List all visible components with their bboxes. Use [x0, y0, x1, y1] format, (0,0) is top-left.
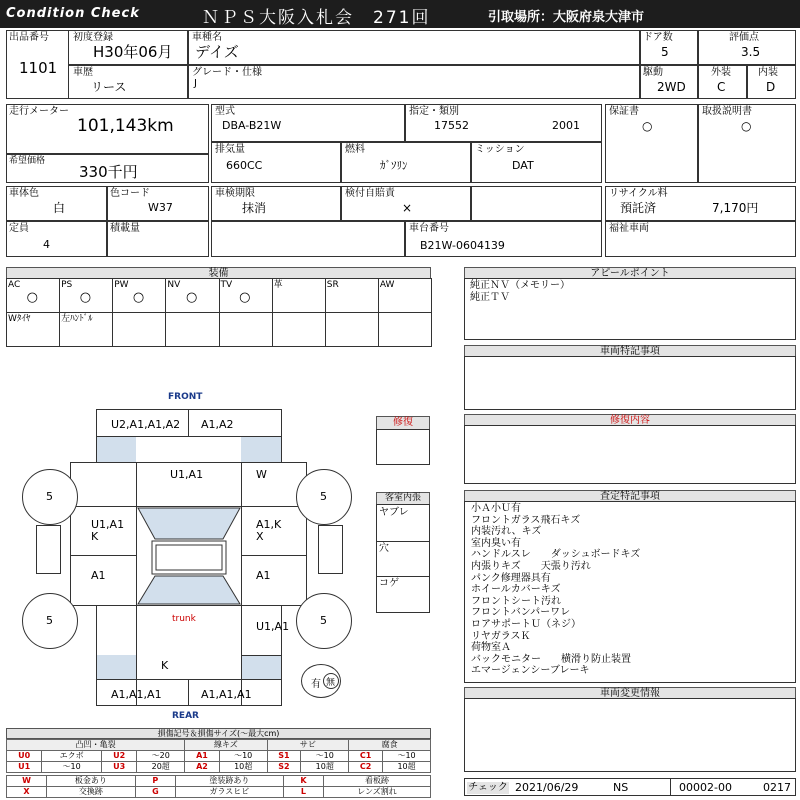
legend-desc: 看板跡	[323, 776, 430, 787]
first-reg-cell	[68, 30, 188, 65]
legend-code: A2	[185, 762, 220, 773]
equipment-cell	[59, 278, 113, 313]
color-code-label: 色コード	[110, 188, 150, 199]
tire-rr-value: 5	[320, 614, 327, 627]
capacity-cell	[6, 221, 107, 257]
manual-value: ○	[741, 119, 752, 133]
legend-desc: 〜10	[219, 751, 267, 762]
logo: Condition Check	[6, 6, 140, 21]
equipment-cell	[165, 278, 219, 313]
equipment-cell	[219, 312, 273, 347]
legend-desc: 10超	[383, 762, 431, 773]
equipment-label: PW	[114, 280, 129, 290]
tire-fr-value: 5	[320, 490, 327, 503]
inspector-code: NS	[613, 781, 629, 794]
car-name-label: 車種名	[192, 32, 222, 43]
check-label: チェック	[468, 782, 508, 793]
tire-rl-value: 5	[46, 614, 53, 627]
outline	[70, 555, 137, 556]
legend-desc: 20超	[137, 762, 185, 773]
rear-right-shade	[241, 655, 281, 679]
front-top-right-damage: A1,A2	[201, 418, 234, 431]
legend-desc: 10超	[219, 762, 267, 773]
recycle-status: 預託済	[620, 201, 657, 215]
grade-label: グレード・仕様	[192, 67, 262, 78]
repair-box	[376, 429, 430, 465]
legend-desc: 〜10	[301, 751, 349, 762]
capacity-value: 4	[43, 238, 50, 251]
cabin-box	[376, 504, 430, 613]
color-value: 白	[53, 201, 66, 215]
drive-value: 2WD	[657, 80, 686, 94]
inspection-label: 車検期限	[215, 188, 255, 199]
outline	[188, 679, 189, 706]
legend-code: X	[7, 787, 47, 798]
equipment-cell	[6, 278, 60, 313]
outline	[96, 409, 282, 410]
mileage-value: 101,143km	[77, 116, 174, 136]
equipment-label: 左ﾊﾝﾄﾞﾙ	[61, 314, 93, 324]
drive-cell	[640, 65, 698, 99]
spare-yes: 有	[311, 679, 321, 690]
displacement-cell	[211, 142, 341, 183]
equipment-cell	[325, 312, 379, 347]
equipment-label: NV	[167, 280, 181, 290]
mileage-label: 走行メーター	[9, 106, 69, 117]
mission-cell	[471, 142, 602, 183]
lot-number: 1101	[19, 59, 58, 77]
price-cell	[6, 154, 209, 183]
recycle-label: リサイクル料	[609, 188, 668, 199]
appeal-text: 純正ＮＶ（メモリー） 純正ＴＶ	[470, 280, 570, 303]
right-rear-fender-damage: U1,A1	[256, 620, 290, 633]
front-right-shade	[241, 436, 281, 462]
header-bar	[0, 0, 800, 28]
outline	[70, 462, 307, 463]
equipment-label: SR	[326, 280, 339, 290]
repair-content-title: 修復内容	[464, 414, 796, 426]
equipment-label: 革	[273, 280, 283, 290]
price-label: 希望価格	[9, 156, 46, 166]
repair-title: 修復	[376, 416, 430, 430]
equipment-value: ○	[239, 290, 251, 305]
legend-code: C1	[349, 751, 383, 762]
tire-fl-value: 5	[46, 490, 53, 503]
cabin-item-burn: コゲ	[379, 578, 399, 589]
legend-desc: 10超	[301, 762, 349, 773]
rear-left-damage: A1,A1,A1	[111, 688, 162, 701]
doors-cell	[640, 30, 698, 65]
interior-value: D	[766, 80, 776, 94]
appeal-box	[464, 278, 796, 340]
legend-desc: 板金あり	[47, 776, 136, 787]
pickup-location: 引取場所：大阪府泉大津市	[488, 10, 645, 25]
liability-value: ×	[402, 201, 413, 215]
legend-desc: レンズ割れ	[323, 787, 430, 798]
left-mirror	[36, 525, 61, 574]
divider	[377, 541, 429, 542]
special-title: 車両特記事項	[464, 345, 796, 357]
rear-glass	[138, 576, 240, 604]
legend-desc: 〜20	[137, 751, 185, 762]
equipment-value: ○	[132, 290, 145, 305]
equipment-cell	[6, 312, 60, 347]
front-left-shade	[96, 436, 136, 462]
legend-desc: 塗装跡あり	[175, 776, 283, 787]
cabin-item-tear: ヤブレ	[379, 507, 409, 518]
grade-value: J	[194, 78, 197, 89]
outline	[96, 605, 97, 706]
warranty-cell	[605, 104, 698, 183]
equipment-label: AC	[8, 280, 21, 290]
legend-head-scratch: 線キズ	[185, 740, 267, 751]
outline	[96, 705, 282, 706]
liability-cell	[341, 186, 471, 221]
legend-code: W	[7, 776, 47, 787]
grade-cell	[188, 65, 640, 99]
right-rear-door-damage: A1	[256, 569, 271, 582]
legend-head-corrosion: 腐食	[349, 740, 431, 751]
price-value: 330千円	[79, 163, 138, 181]
legend-desc: 〜10	[42, 762, 102, 773]
fuel-value: ｶﾞｿﾘﾝ	[380, 159, 408, 172]
manual-cell	[698, 104, 796, 183]
equipment-cell	[378, 312, 432, 347]
chassis-cell	[405, 221, 602, 257]
special-box	[464, 356, 796, 410]
designation-number: 17552	[434, 119, 469, 132]
outline	[96, 679, 282, 680]
designation-label: 指定・類別	[409, 106, 459, 117]
ref-code-1: 00002-00	[679, 781, 732, 794]
inspector-text: 小Ａ小Ｕ有 フロントガラス飛石キズ 内装汚れ、キズ 室内臭い有 ハンドルスレ ダッシュボードキズ 内張りキズ 天張り汚れ パンク修理器具有 ホイールカバーキズ フロントシート汚れ フロントバンパーワレ ロアサポートＵ（ネジ） リヤガラスＫ 荷物室Ａ バックモニター 横滑り防止装置 エマージェンシーブレーキ	[471, 503, 641, 677]
inspector-title: 査定特記事項	[464, 490, 796, 502]
equipment-cell	[325, 278, 379, 313]
rear-panel-damage: K	[161, 659, 169, 672]
chassis-label: 車台番号	[409, 223, 449, 234]
roof	[152, 541, 226, 574]
cabin-title: 客室内張	[376, 492, 430, 505]
legend-head-rust: サビ	[267, 740, 349, 751]
designation-cell	[405, 104, 602, 142]
fuel-cell	[341, 142, 471, 183]
blank-cell-2	[211, 221, 405, 257]
history-cell	[68, 65, 188, 99]
legend-code: U2	[102, 751, 137, 762]
mission-label: ミッション	[475, 144, 525, 155]
change-title: 車両変更情報	[464, 687, 796, 699]
equipment-value: ○	[79, 290, 92, 305]
lot-cell	[6, 30, 69, 99]
inspector-box	[464, 501, 796, 683]
inspection-cell	[211, 186, 341, 221]
left-rear-door-damage: A1	[91, 569, 106, 582]
legend-code: A1	[185, 751, 220, 762]
outline	[70, 506, 137, 507]
front-top-left-damage: U2,A1,A1,A2	[111, 418, 181, 431]
color-label: 車体色	[9, 188, 39, 199]
doors-label: ドア数	[643, 32, 673, 43]
legend-code: S1	[267, 751, 301, 762]
equipment-title: 装備	[6, 267, 431, 279]
model-cell	[211, 104, 405, 142]
trunk-label: trunk	[172, 614, 196, 624]
recycle-fee: 7,170円	[712, 201, 759, 215]
blank-cell	[471, 186, 602, 221]
legend-desc: エクボ	[42, 751, 102, 762]
legend-row-1	[7, 751, 431, 762]
repair-content-box	[464, 425, 796, 484]
equipment-label: PS	[61, 280, 73, 290]
welfare-cell	[605, 221, 796, 257]
displacement-value: 660CC	[226, 159, 263, 172]
welfare-label: 福祉車両	[609, 223, 649, 234]
cabin-item-hole: 穴	[379, 543, 389, 554]
score-label: 評価点	[729, 32, 759, 43]
divider	[670, 779, 671, 795]
equipment-cell	[378, 278, 432, 313]
first-reg-label: 初度登録	[73, 32, 113, 43]
outline	[96, 436, 282, 437]
car-name: デイズ	[195, 43, 239, 61]
rear-right-damage: A1,A1,A1	[201, 688, 252, 701]
model-label: 型式	[215, 106, 235, 117]
equipment-label: TV	[220, 280, 233, 290]
color-code-cell	[107, 186, 209, 221]
equipment-value: ○	[185, 290, 198, 305]
divider	[377, 576, 429, 577]
front-right-fender-damage: W	[256, 468, 267, 481]
check-date: 2021/06/29	[515, 781, 579, 794]
lot-label: 出品番号	[9, 32, 49, 43]
score-value: 3.5	[741, 45, 761, 59]
drive-label: 駆動	[643, 67, 663, 78]
equipment-cell	[165, 312, 219, 347]
equipment-cell	[219, 278, 273, 313]
legend-desc: ガラスヒビ	[175, 787, 283, 798]
equipment-cell	[112, 312, 166, 347]
outline	[188, 409, 189, 436]
equipment-cell	[112, 278, 166, 313]
front-label: FRONT	[168, 392, 203, 402]
history-value: リース	[91, 80, 127, 94]
load-cell	[107, 221, 209, 257]
recycle-cell	[605, 186, 796, 221]
legend-code: C2	[349, 762, 383, 773]
score-cell	[698, 30, 796, 65]
windshield	[138, 508, 240, 539]
capacity-label: 定員	[9, 223, 29, 234]
right-front-door-damage: A1,K X	[256, 518, 282, 543]
legend-head-dent: 凸凹・亀裂	[7, 740, 185, 751]
mileage-cell	[6, 104, 209, 154]
mission-value: DAT	[512, 159, 534, 172]
outline	[241, 655, 282, 656]
legend-table-2	[6, 775, 431, 798]
legend-title: 損傷記号＆損傷サイズ(〜最大cm)	[6, 728, 431, 739]
equipment-grid	[6, 278, 431, 346]
glass-svg	[136, 506, 242, 606]
hood-damage: U1,A1	[170, 468, 204, 481]
equipment-value: ○	[26, 290, 38, 305]
first-reg-value: H30年06月	[93, 43, 173, 61]
auction-title: ＮＰＳ大阪入札会 271回	[202, 8, 431, 28]
legend-code: U0	[7, 751, 42, 762]
equipment-cell	[272, 312, 326, 347]
legend-desc: 〜10	[383, 751, 431, 762]
liability-label: 検付自賠責	[345, 188, 395, 199]
exterior-value: C	[717, 80, 726, 94]
legend-row-4	[7, 787, 431, 798]
category-number: 2001	[552, 119, 580, 132]
manual-label: 取扱説明書	[702, 106, 752, 117]
legend-code: L	[283, 787, 323, 798]
spare-no: 無	[326, 678, 336, 688]
rear-label: REAR	[172, 711, 199, 721]
legend-code: S2	[267, 762, 301, 773]
equipment-cell	[272, 278, 326, 313]
displacement-label: 排気量	[215, 144, 245, 155]
doors-value: 5	[661, 45, 669, 59]
left-front-door-damage: U1,A1 K	[91, 518, 125, 543]
legend-code: U3	[102, 762, 137, 773]
equipment-cell	[59, 312, 113, 347]
warranty-label: 保証書	[609, 106, 639, 117]
exterior-label: 外装	[711, 67, 731, 78]
change-box	[464, 698, 796, 772]
interior-cell	[747, 65, 796, 99]
color-cell	[6, 186, 107, 221]
legend-code: K	[283, 776, 323, 787]
legend-row-3	[7, 776, 431, 787]
legend-code: G	[135, 787, 175, 798]
history-label: 車歴	[73, 67, 93, 78]
exterior-cell	[698, 65, 747, 99]
right-mirror	[318, 525, 343, 574]
ref-code-2: 0217	[763, 781, 791, 794]
rear-left-shade	[96, 655, 136, 679]
load-label: 積載量	[110, 223, 140, 234]
color-code-value: W37	[148, 201, 173, 214]
interior-label: 内装	[758, 67, 778, 78]
legend-row-2	[7, 762, 431, 773]
equipment-label: Wﾀｲﾔ	[8, 314, 31, 324]
equipment-label: AW	[379, 280, 395, 290]
legend-code: P	[135, 776, 175, 787]
model-value: DBA-B21W	[222, 119, 282, 132]
chassis-value: B21W-0604139	[420, 239, 505, 252]
warranty-value: ○	[642, 119, 653, 133]
inspection-value: 抹消	[242, 201, 267, 215]
footer-box	[464, 778, 796, 796]
fuel-label: 燃料	[345, 144, 365, 155]
outline	[241, 555, 307, 556]
legend-code: U1	[7, 762, 42, 773]
car-name-cell	[188, 30, 640, 65]
legend-desc: 交換跡	[47, 787, 136, 798]
appeal-title: アピールポイント	[464, 267, 796, 279]
legend-table	[6, 739, 431, 773]
legend-head-row	[7, 740, 431, 751]
